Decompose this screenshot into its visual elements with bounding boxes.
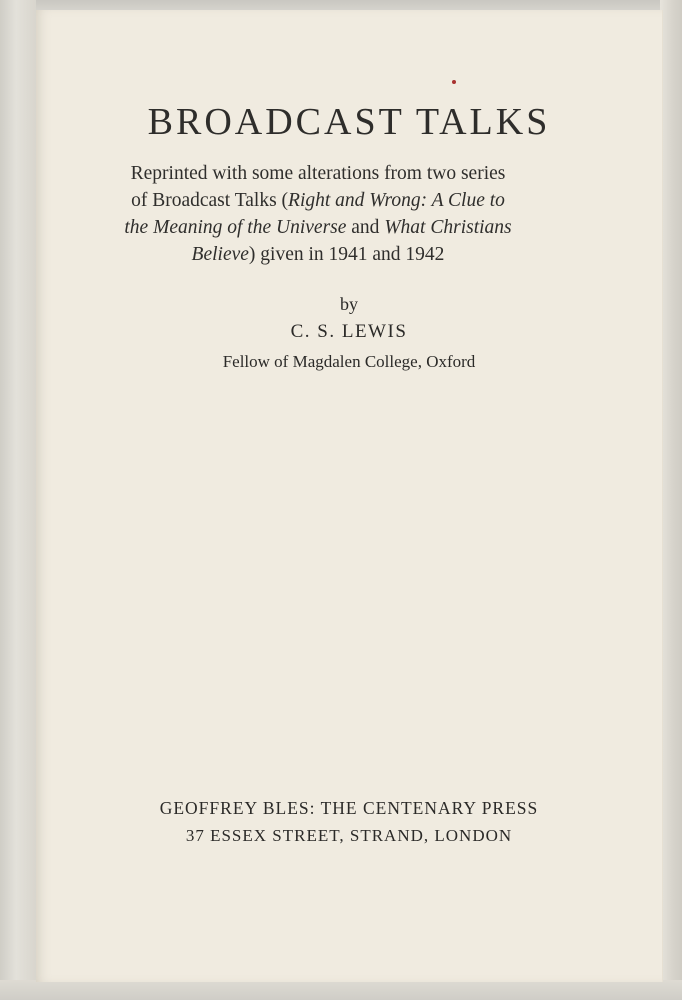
byline-by: by [340, 294, 358, 314]
ink-speck [452, 80, 456, 84]
publisher-name: GEOFFREY BLES: THE CENTENARY PRESS [159, 798, 539, 818]
author-name: C. S. LEWIS [290, 321, 408, 342]
subtitle-line-3-plain: and [346, 217, 385, 238]
subtitle-line-3-italic-b: What Christians [384, 217, 512, 238]
book-title: BROADCAST TALKS [147, 101, 551, 143]
subtitle-line-4-italic: Believe [191, 244, 249, 265]
publisher-address: 37 ESSEX STREET, STRAND, LONDON [185, 826, 513, 845]
book-cover-right-edge [660, 0, 682, 1000]
subtitle-line-2-plain: of Broadcast Talks ( [131, 190, 289, 211]
book-subtitle [98, 160, 538, 268]
subtitle-line-1: Reprinted with some alterations from two series [130, 163, 506, 184]
title-page [36, 10, 662, 982]
author-affiliation: Fellow of Magdalen College, Oxford [222, 352, 476, 371]
book-cover-bottom-edge [0, 980, 682, 1000]
subtitle-line-2-italic: Right and Wrong: A Clue to [288, 190, 505, 211]
subtitle-line-3-italic-a: the Meaning of the Universe [124, 217, 347, 238]
book-cover-left-edge [0, 0, 36, 1000]
subtitle-line-4-plain: ) given in 1941 and 1942 [248, 244, 445, 265]
